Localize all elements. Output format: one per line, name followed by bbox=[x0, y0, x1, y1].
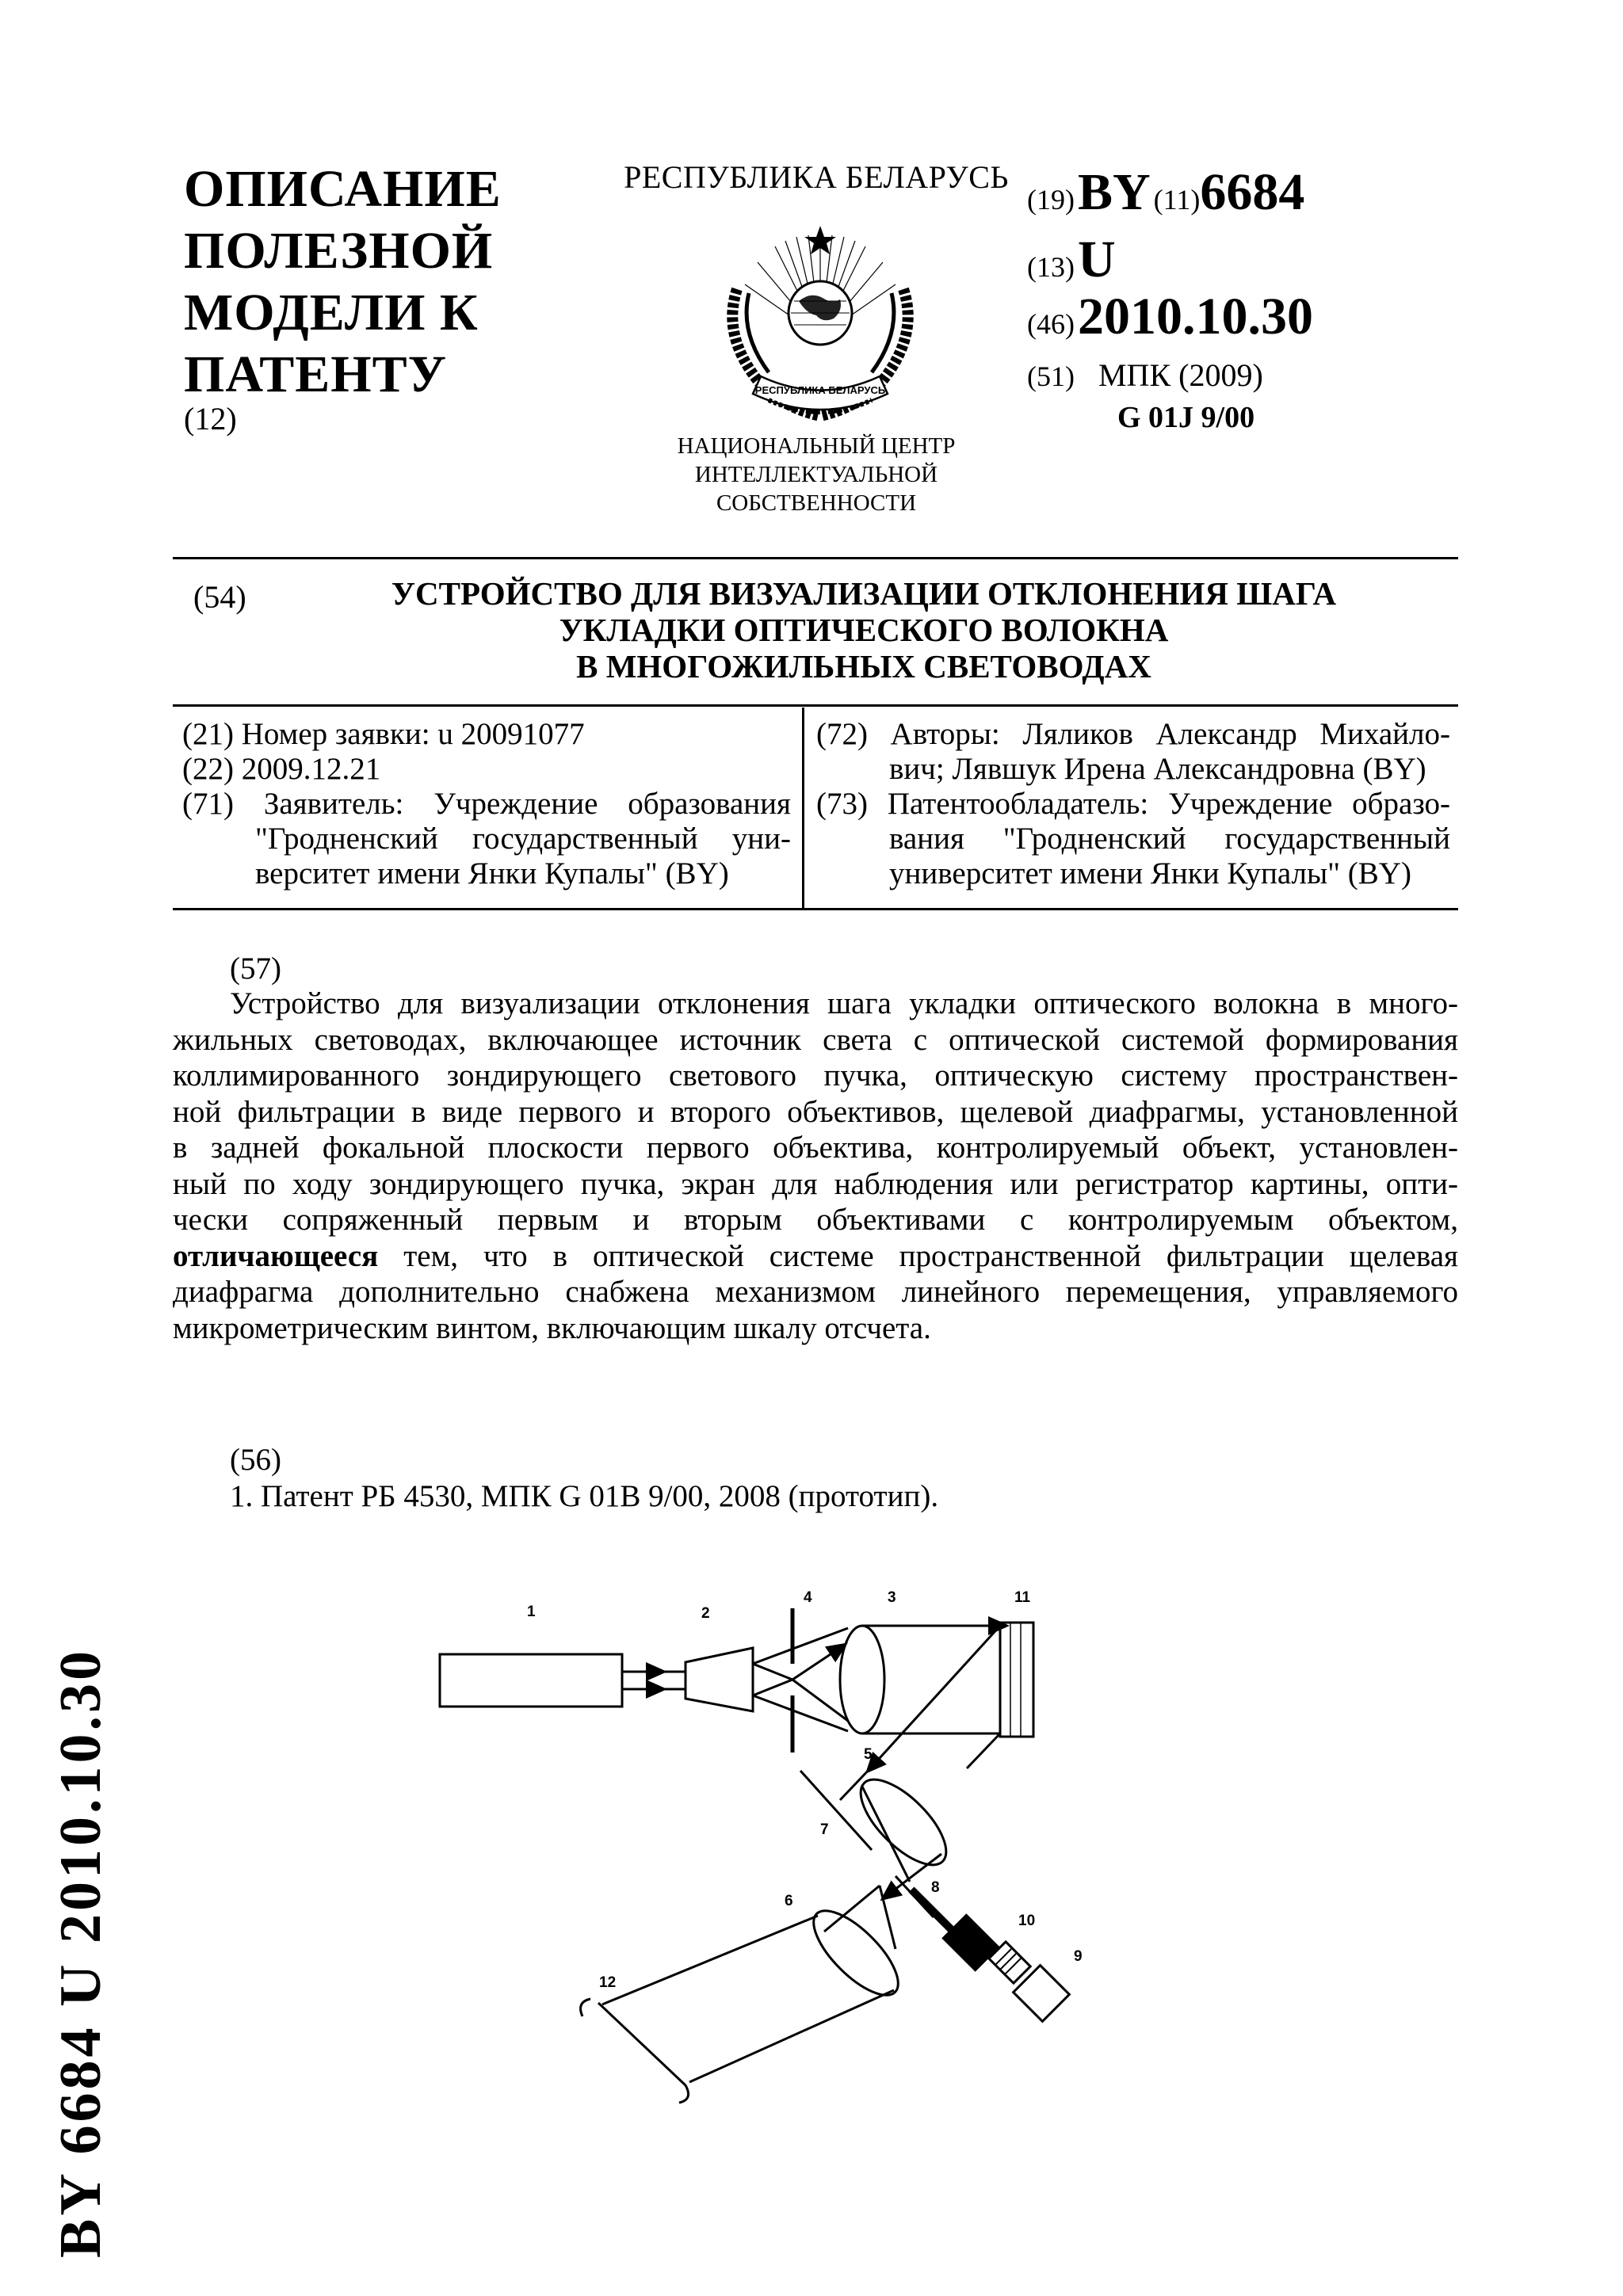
issuing-office bbox=[618, 432, 1014, 517]
abstract-line: жильных световодах, включающее источник света с оптической системой формирования bbox=[173, 1022, 1458, 1057]
title-line: ПОЛЕЗНОЙ bbox=[184, 222, 494, 280]
divider bbox=[173, 704, 1458, 707]
code-57: (57) bbox=[230, 952, 281, 986]
applicant-line: верситет имени Янки Купалы" (BY) bbox=[255, 856, 729, 891]
office-line: СОБСТВЕННОСТИ bbox=[716, 490, 917, 516]
divider bbox=[173, 557, 1458, 559]
title-line: ОПИСАНИЕ bbox=[184, 160, 502, 218]
figure-label: 4 bbox=[804, 1589, 812, 1606]
divider bbox=[173, 908, 1458, 910]
application-number: (21) Номер заявки: u 20091077 bbox=[182, 717, 585, 751]
kind-code-row bbox=[1027, 230, 1116, 290]
invention-title bbox=[309, 575, 1419, 685]
imaging-lens bbox=[801, 1898, 911, 2008]
abstract-line bbox=[173, 1238, 1458, 1275]
figure-label: 5 bbox=[864, 1746, 873, 1763]
code-13: (13) bbox=[1027, 251, 1075, 283]
figure-label: 6 bbox=[785, 1893, 793, 1909]
optical-scheme-figure bbox=[428, 1585, 1220, 2139]
figure-label: 7 bbox=[820, 1821, 829, 1838]
figure-label: 9 bbox=[1074, 1948, 1083, 1965]
abstract-line: чески сопряженный первым и вторым объективами с контролируемым объектом, bbox=[173, 1203, 1458, 1237]
code-46: (46) bbox=[1027, 308, 1075, 340]
figure-label: 10 bbox=[1018, 1913, 1036, 1929]
patent-number: 6684 bbox=[1200, 163, 1305, 221]
code-11: (11) bbox=[1153, 184, 1201, 215]
authors bbox=[816, 717, 1450, 787]
abstract-line: Устройство для визуализации отклонения шага укладки оптического волокна в много- bbox=[230, 986, 1458, 1020]
patent-owner bbox=[816, 787, 1450, 891]
figure-label: 2 bbox=[701, 1605, 710, 1622]
abstract-line: в задней фокальной плоскости первого объектива, контролируемый объект, установлен- bbox=[173, 1131, 1458, 1165]
title-line: МОДЕЛИ К bbox=[184, 284, 479, 341]
code-19: (19) bbox=[1027, 184, 1075, 215]
office-line: ИНТЕЛЛЕКТУАЛЬНОЙ bbox=[694, 462, 938, 487]
abstract-line: коллимированного зондирующего светового пучка, оптическую систему пространствен- bbox=[173, 1058, 1458, 1093]
distinguishing-word: отличающееся bbox=[173, 1238, 379, 1273]
applicant-line: "Гродненский государственный уни- bbox=[255, 822, 791, 856]
reference-item: 1. Патент РБ 4530, МПК G 01B 9/00, 2008 (прототип). bbox=[230, 1479, 939, 1513]
first-objective bbox=[840, 1626, 884, 1733]
second-objective bbox=[847, 1766, 959, 1878]
country-code: BY bbox=[1077, 163, 1151, 221]
figure-label: 8 bbox=[931, 1879, 940, 1896]
emblem-ribbon-text: РЕСПУБЛИКА БЕЛАРУСЬ bbox=[754, 384, 886, 396]
applicant bbox=[182, 787, 791, 891]
ipc-code: G 01J 9/00 bbox=[1117, 401, 1255, 434]
owner-line: университет имени Янки Купалы" (BY) bbox=[889, 856, 1411, 891]
ipc-row bbox=[1027, 357, 1263, 394]
figure-label: 12 bbox=[599, 1974, 617, 1991]
abstract-line: диафрагма дополнительно снабжена механизмом линейного перемещения, управляемого bbox=[173, 1275, 1458, 1309]
owner-line: (73) Патентообладатель: Учреждение образо- bbox=[816, 787, 1450, 821]
authors-line: вич; Лявшук Ирена Александровна (BY) bbox=[889, 752, 1426, 786]
biblio-right-column bbox=[816, 717, 1450, 891]
code-56: (56) bbox=[230, 1443, 281, 1477]
abstract-line: ной фильтрации в виде первого и второго объективов, щелевой диафрагмы, установленной bbox=[173, 1094, 1458, 1129]
invention-title-line: УСТРОЙСТВО ДЛЯ ВИЗУАЛИЗАЦИИ ОТКЛОНЕНИЯ ШАГА bbox=[391, 575, 1337, 612]
publication-number-row bbox=[1027, 162, 1304, 223]
applicant-line: (71) Заявитель: Учреждение образования bbox=[182, 787, 791, 821]
observation-screen bbox=[581, 1999, 689, 2103]
code-54: (54) bbox=[193, 579, 246, 615]
abstract-line: ный по ходу зондирующего пучка, экран для наблюдения или регистратор картины, опти- bbox=[173, 1166, 1458, 1201]
state-emblem-icon bbox=[705, 218, 935, 432]
biblio-left-column bbox=[182, 717, 791, 891]
office-line: НАЦИОНАЛЬНЫЙ ЦЕНТР bbox=[677, 433, 956, 459]
ipc-label: МПК (2009) bbox=[1098, 357, 1263, 393]
spatial-filter-slit bbox=[800, 1771, 872, 1850]
figure-label: 3 bbox=[888, 1589, 896, 1606]
invention-title-line: В МНОГОЖИЛЬНЫХ СВЕТОВОДАХ bbox=[576, 648, 1151, 685]
kind-code: U bbox=[1077, 231, 1116, 288]
collimator bbox=[685, 1648, 753, 1711]
abstract bbox=[173, 986, 1458, 1346]
figure-label: 11 bbox=[1014, 1589, 1031, 1606]
abstract-line-rest: тем, что в оптической системе пространственной фильтрации щелевая bbox=[378, 1238, 1458, 1273]
republic-name: РЕСПУБЛИКА БЕЛАРУСЬ bbox=[624, 159, 1009, 195]
code-12: (12) bbox=[184, 401, 237, 437]
owner-line: вания "Гродненский государственный bbox=[889, 822, 1450, 856]
document-type-title bbox=[184, 158, 596, 406]
publication-date-row bbox=[1027, 287, 1313, 347]
code-51: (51) bbox=[1027, 360, 1075, 392]
authors-line: (72) Авторы: Ляликов Александр Михайло- bbox=[816, 717, 1450, 751]
column-divider bbox=[802, 707, 804, 910]
figure-label: 1 bbox=[527, 1604, 536, 1620]
invention-title-line: УКЛАДКИ ОПТИЧЕСКОГО ВОЛОКНА bbox=[559, 612, 1169, 648]
title-line: ПАТЕНТУ bbox=[184, 345, 448, 403]
controlled-object bbox=[1000, 1623, 1033, 1737]
filing-date: (22) 2009.12.21 bbox=[182, 752, 381, 786]
publication-date: 2010.10.30 bbox=[1077, 288, 1313, 345]
abstract-line: микрометрическим винтом, включающим шкалу отсчета. bbox=[173, 1310, 931, 1345]
side-document-id: BY 6684 U 2010.10.30 bbox=[48, 1648, 113, 2258]
light-source bbox=[440, 1654, 622, 1707]
micrometer-mechanism bbox=[911, 1890, 1069, 2021]
